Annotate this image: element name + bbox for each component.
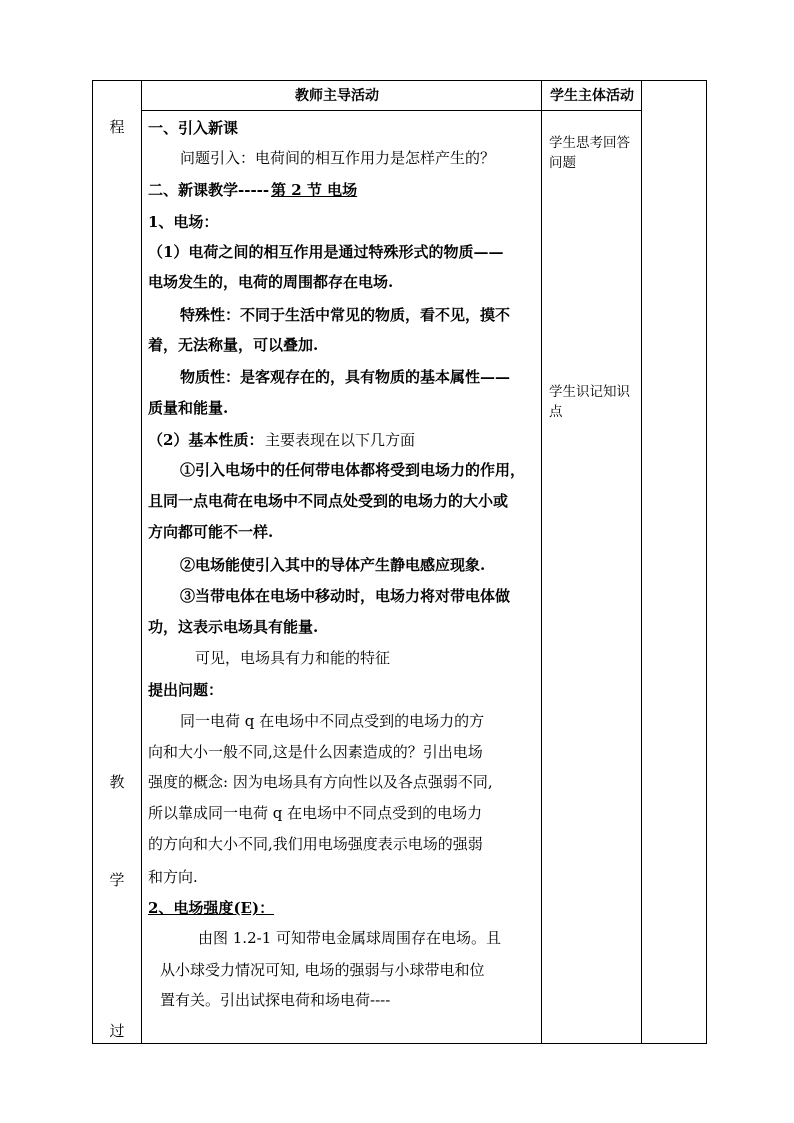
line: ①引入电场中的任何带电体都将受到电场力的作用， bbox=[180, 461, 526, 479]
line: 一、引入新课 bbox=[148, 119, 239, 137]
line: 强度的概念: 因为电场具有方向性以及各点强弱不同, bbox=[148, 773, 493, 791]
line: 主要表现在以下几方面 bbox=[265, 431, 416, 449]
student-note-2: 学生识记知识点 bbox=[549, 384, 630, 420]
line: 质量和能量. bbox=[148, 399, 229, 417]
side-char: 学 bbox=[109, 871, 125, 889]
line: 由图 1.2-1 可知带电金属球周围存在电场。且 bbox=[198, 929, 502, 947]
line: 提出问题： bbox=[148, 681, 224, 699]
line: 从小球受力情况可知, 电场的强弱与小球带电和位 bbox=[160, 961, 485, 979]
line: 向和大小一般不同,这是什么因素造成的？引出电场 bbox=[148, 743, 483, 761]
column-divider-1 bbox=[141, 80, 142, 1044]
line: 着，无法称量，可以叠加. bbox=[148, 336, 319, 354]
line: 同一电荷 q 在电场中不同点受到的电场力的方 bbox=[180, 712, 485, 730]
line: （2）基本性质： bbox=[148, 431, 264, 449]
line: 特殊性：不同于生活中常见的物质，看不见，摸不 bbox=[180, 306, 511, 324]
line: 功，这表示电场具有能量. bbox=[148, 618, 319, 636]
side-char: 程 bbox=[109, 118, 125, 136]
column-divider-3 bbox=[641, 80, 642, 1044]
line: 二、新课教学----- bbox=[148, 181, 270, 199]
line: 且同一点电荷在电场中不同点处受到的电场力的大小或 bbox=[148, 492, 509, 510]
student-note-1: 学生思考回答问题 bbox=[549, 135, 630, 171]
header-divider bbox=[141, 110, 641, 111]
line: 第 2 节 电场 bbox=[271, 181, 358, 199]
line: ②电场能使引入其中的导体产生静电感应现象. bbox=[180, 556, 486, 574]
column-divider-2 bbox=[541, 80, 542, 1044]
line: 可见，电场具有力和能的特征 bbox=[195, 649, 391, 667]
line: 问题引入：电荷间的相互作用力是怎样产生的？ bbox=[180, 149, 496, 167]
line: 所以靠成同一电荷 q 在电场中不同点受到的电场力 bbox=[148, 804, 483, 822]
line: （1）电荷之间的相互作用是通过特殊形式的物质—— bbox=[148, 243, 504, 261]
side-char: 过 bbox=[109, 1022, 125, 1040]
line: 物质性：是客观存在的，具有物质的基本属性—— bbox=[180, 368, 511, 386]
line: 置有关。引出试探电荷和场电荷---- bbox=[160, 991, 391, 1009]
side-char: 教 bbox=[109, 773, 125, 791]
line: 1、电场： bbox=[148, 213, 219, 231]
line: 电场发生的，电荷的周围都存在电场. bbox=[148, 273, 394, 291]
line: 和方向. bbox=[148, 868, 198, 886]
line: ③当带电体在电场中移动时，电场力将对带电体做 bbox=[180, 587, 511, 605]
line: 2、电场强度(E)： bbox=[148, 899, 275, 917]
line: 的方向和大小不同,我们用电场强度表示电场的强弱 bbox=[148, 835, 483, 853]
header-student: 学生主体活动 bbox=[550, 88, 634, 104]
line: 方向都可能不一样. bbox=[148, 523, 274, 541]
header-teacher: 教师主导活动 bbox=[295, 88, 379, 104]
